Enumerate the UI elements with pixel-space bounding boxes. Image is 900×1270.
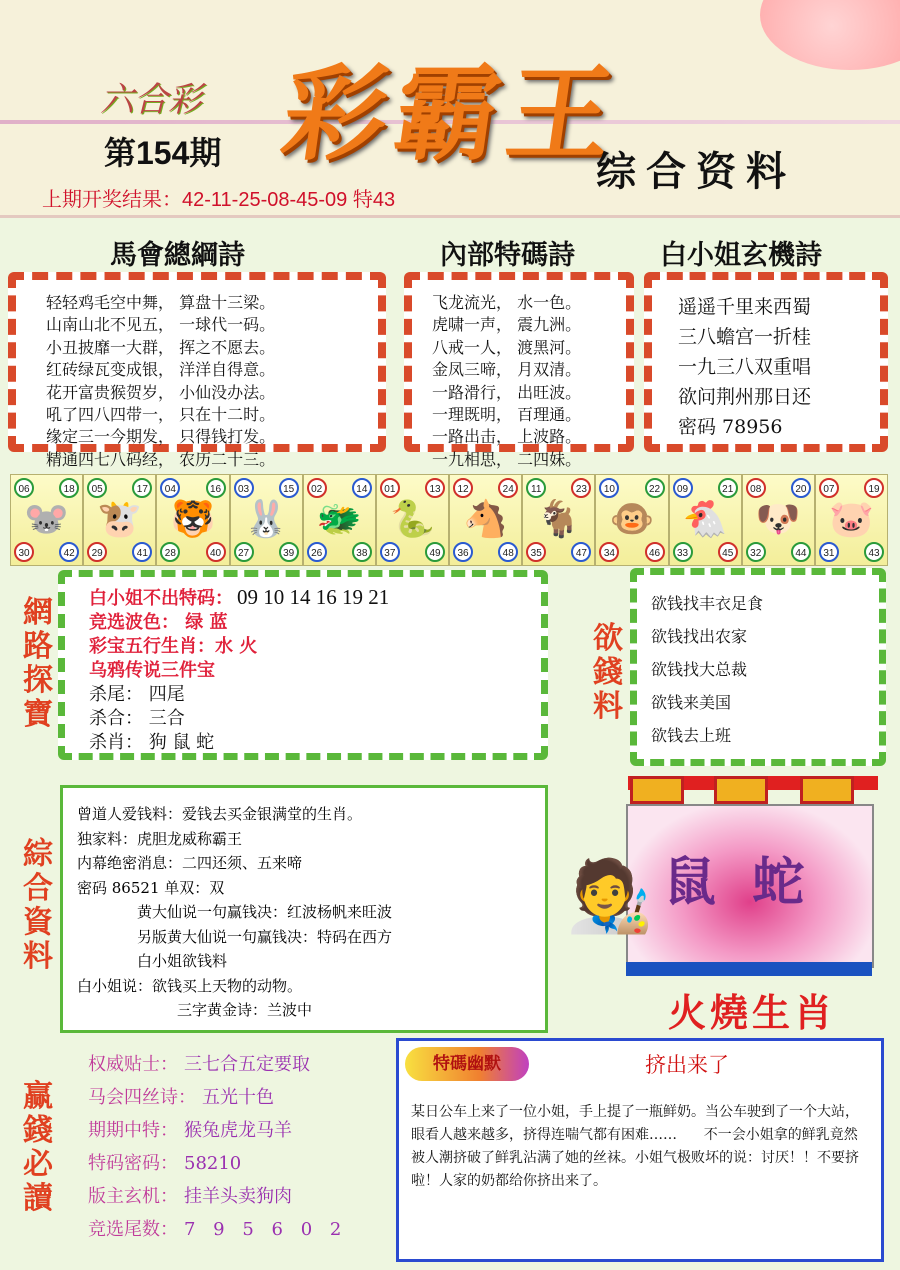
win-label-char: 必 xyxy=(23,1147,53,1182)
win-value: 58210 xyxy=(184,1153,242,1174)
money-box xyxy=(630,568,886,766)
number-ball: 22 xyxy=(645,478,665,498)
poem-line: 缘定三一今期发， 只得钱打发。 xyxy=(46,427,276,447)
poem-box-bai xyxy=(644,272,888,452)
joke-box xyxy=(396,1038,884,1262)
win-key: 期期中特： xyxy=(88,1120,178,1141)
win-key: 竞选尾数： xyxy=(88,1219,178,1240)
number-ball: 40 xyxy=(206,542,226,562)
network-label-char: 寶 xyxy=(23,697,53,732)
number-ball: 44 xyxy=(791,542,811,562)
billboard-lamp xyxy=(800,776,854,804)
logo-title: 彩霸王 xyxy=(275,52,629,175)
poem-line: 一理既明， 百理通。 xyxy=(432,405,582,425)
number-ball: 43 xyxy=(864,542,884,562)
kill-combo: 杀合： 三合 xyxy=(89,708,185,729)
money-item: 欲钱找大总裁 xyxy=(651,660,748,679)
number-ball: 45 xyxy=(718,542,738,562)
network-label-char: 網 xyxy=(23,595,53,630)
no-special-values: 09 10 14 16 19 21 xyxy=(237,585,390,609)
poem-line: 八戒一人， 渡黑河。 xyxy=(432,337,582,357)
number-ball: 33 xyxy=(673,542,693,562)
money-label-char: 錢 xyxy=(593,655,623,690)
joke-body: 某日公车上来了一位小姐，手上提了一瓶鲜奶。当公车驶到了一个大站，眼看人越来越多，挤得连喘气都有困难…… 不一会小姐拿的鲜乳竟然被人潮挤破了鲜乳沾满了她的丝袜。小姐气极败坏的说：讨厌！！不要挤啦！人家的奶都给你挤出来了。 xyxy=(411,1104,859,1189)
zodiac-animal-icon: 🐐 xyxy=(536,499,582,540)
money-item: 欲钱来美国 xyxy=(651,693,732,712)
zodiac-animal-icon: 🐮 xyxy=(97,499,143,540)
number-ball: 16 xyxy=(206,478,226,498)
number-ball: 42 xyxy=(59,542,79,562)
zodiac-cell xyxy=(230,474,303,566)
win-label-char: 赢 xyxy=(23,1079,53,1114)
poem-line: 遥遥千里来西蜀 xyxy=(678,296,812,318)
number-ball: 13 xyxy=(425,478,445,498)
number-ball: 08 xyxy=(746,478,766,498)
zodiac-strip xyxy=(10,474,888,566)
poem-line: 花开富贵猴贺岁， 小仙没办法。 xyxy=(46,382,276,402)
poem-line: 密码 78956 xyxy=(678,416,783,438)
win-value: 三七合五定要取 xyxy=(184,1054,310,1075)
zodiac-cell xyxy=(815,474,888,566)
billboard-base xyxy=(626,962,872,976)
zodiac-cell xyxy=(10,474,83,566)
poem-box-internal xyxy=(404,272,634,469)
number-ball: 21 xyxy=(718,478,738,498)
number-ball: 24 xyxy=(498,478,518,498)
network-label xyxy=(20,596,56,732)
number-ball: 20 xyxy=(791,478,811,498)
joke-title: 挤出来了 xyxy=(645,1053,729,1077)
number-ball: 26 xyxy=(307,542,327,562)
poem-line: 飞龙流光， 水一色。 xyxy=(432,293,582,312)
poem-line: 轻轻鸡毛空中舞， 算盘十三梁。 xyxy=(46,293,276,312)
zodiac-animal-icon: 🐰 xyxy=(243,499,289,540)
win-value: 猴兔虎龙马羊 xyxy=(184,1120,292,1141)
zonghe-box xyxy=(60,785,548,1033)
billboard-caption: 火燒生肖 xyxy=(668,990,837,1035)
zodiac-cell xyxy=(595,474,668,566)
number-ball: 10 xyxy=(599,478,619,498)
number-ball: 41 xyxy=(132,542,152,562)
poem-line: 金凤三啼， 月双清。 xyxy=(432,360,582,380)
zodiac-cell xyxy=(522,474,595,566)
brand-small: 六合彩 xyxy=(100,80,202,120)
number-ball: 31 xyxy=(819,542,839,562)
crow-legend: 乌鸦传说三件宝 xyxy=(89,660,215,681)
poem-line: 一九相思， 二四妹。 xyxy=(432,449,582,469)
zodiac-animal-icon: 🐔 xyxy=(682,499,728,540)
number-ball: 06 xyxy=(14,478,34,498)
win-value: 挂羊头卖狗肉 xyxy=(184,1186,292,1207)
win-list xyxy=(88,1048,388,1246)
five-elements: 彩宝五行生肖：水 火 xyxy=(89,636,258,657)
poem-line: 红砖绿瓦变成银， 洋洋自得意。 xyxy=(46,360,276,380)
money-item: 欲钱找出农家 xyxy=(651,627,748,646)
kill-zodiac: 杀肖： 狗 鼠 蛇 xyxy=(89,732,215,753)
zonghe-label-char: 料 xyxy=(23,939,53,974)
money-label xyxy=(590,622,626,724)
number-ball: 34 xyxy=(599,542,619,562)
money-item: 欲钱去上班 xyxy=(651,726,732,745)
number-ball: 47 xyxy=(571,542,591,562)
money-item: 欲钱找丰衣足食 xyxy=(651,594,764,613)
zodiac-animal-icon: 🐴 xyxy=(463,499,509,540)
network-label-char: 探 xyxy=(23,663,53,698)
zodiac-animal-icon: 🐲 xyxy=(316,499,362,540)
number-ball: 29 xyxy=(87,542,107,562)
number-ball: 03 xyxy=(234,478,254,498)
number-ball: 17 xyxy=(132,478,152,498)
number-ball: 49 xyxy=(425,542,445,562)
win-key: 特码密码： xyxy=(88,1153,178,1174)
win-key: 版主玄机： xyxy=(88,1186,178,1207)
poem-line: 虎啸一声， 震九洲。 xyxy=(432,315,582,335)
number-ball: 12 xyxy=(453,478,473,498)
money-label-char: 欲 xyxy=(593,621,623,656)
zonghe-label-char: 綜 xyxy=(23,837,53,872)
number-ball: 09 xyxy=(673,478,693,498)
poem-line: 一路滑行， 出旺波。 xyxy=(432,382,582,402)
poem-line: 小丑披靡一大群， 挥之不愿去。 xyxy=(46,337,276,357)
joke-badge: 特碼幽默 xyxy=(405,1047,529,1081)
number-ball: 46 xyxy=(645,542,665,562)
number-ball: 28 xyxy=(160,542,180,562)
number-ball: 14 xyxy=(352,478,372,498)
wave-color: 竞选波色： 绿 蓝 xyxy=(89,612,228,633)
number-ball: 11 xyxy=(526,478,546,498)
win-label xyxy=(20,1080,56,1216)
number-ball: 36 xyxy=(453,542,473,562)
subtitle: 综合资料 xyxy=(596,148,796,195)
zonghe-line: 白小姐欲钱料 xyxy=(137,952,228,970)
number-ball: 32 xyxy=(746,542,766,562)
number-ball: 07 xyxy=(819,478,839,498)
number-ball: 01 xyxy=(380,478,400,498)
win-value: 7 9 5 6 0 2 xyxy=(184,1219,348,1240)
number-ball: 18 xyxy=(59,478,79,498)
number-ball: 35 xyxy=(526,542,546,562)
zonghe-line: 内幕绝密消息：二四还须、五来啼 xyxy=(77,854,303,872)
number-ball: 04 xyxy=(160,478,180,498)
no-special-label: 白小姐不出特码： xyxy=(89,588,233,609)
poem-line: 山南山北不见五， 一球代一码。 xyxy=(46,315,276,335)
zodiac-cell xyxy=(303,474,376,566)
zodiac-animal-icon: 🐵 xyxy=(609,499,655,540)
number-ball: 23 xyxy=(571,478,591,498)
zodiac-animal-icon: 🐭 xyxy=(24,499,69,540)
network-box xyxy=(58,570,548,760)
number-ball: 19 xyxy=(864,478,884,498)
number-ball: 37 xyxy=(380,542,400,562)
zodiac-cell xyxy=(669,474,742,566)
zonghe-line: 黄大仙说一句赢钱决：红波杨帆来旺波 xyxy=(137,903,393,921)
billboard-text: 鼠 蛇 xyxy=(664,852,805,913)
number-ball: 15 xyxy=(279,478,299,498)
money-label-char: 料 xyxy=(593,689,623,724)
zodiac-animal-icon: 🐍 xyxy=(390,499,435,540)
zonghe-line: 另版黄大仙说一句赢钱决：特码在西方 xyxy=(137,927,393,946)
poem-line: 一路出击， 上波路。 xyxy=(432,427,582,447)
title-horse-poem: 馬會總綱詩 xyxy=(110,240,245,271)
win-key: 权威贴士： xyxy=(88,1054,178,1075)
win-value: 五光十色 xyxy=(202,1087,274,1108)
number-ball: 05 xyxy=(87,478,107,498)
poem-line: 一九三八双重唱 xyxy=(678,356,812,378)
number-ball: 30 xyxy=(14,542,34,562)
last-result: 上期开奖结果：42-11-25-08-45-09 特43 xyxy=(42,189,396,211)
number-ball: 27 xyxy=(234,542,254,562)
poem-box-horse xyxy=(8,272,386,469)
zonghe-label-char: 合 xyxy=(23,871,53,906)
zodiac-cell xyxy=(449,474,522,566)
zonghe-line: 白小姐说：欲钱买上天物的动物。 xyxy=(77,976,303,995)
billboard-lamp xyxy=(630,776,684,804)
issue-number: 第154期 xyxy=(104,135,222,171)
win-label-char: 錢 xyxy=(23,1113,53,1148)
poem-line: 三八蟾宫一折桂 xyxy=(678,326,812,348)
win-label-char: 讀 xyxy=(23,1181,53,1216)
zonghe-line: 曾道人爱钱料：爱钱去买金银满堂的生肖。 xyxy=(77,805,363,823)
zonghe-line: 密码 86521 单双：双 xyxy=(77,878,225,897)
number-ball: 02 xyxy=(307,478,327,498)
zonghe-line: 三字黄金诗：兰波中 xyxy=(177,1001,313,1019)
title-bai-poem: 白小姐玄機詩 xyxy=(660,240,822,271)
kill-tail: 杀尾： 四尾 xyxy=(89,684,185,705)
poem-line: 吼了四八四带一， 只在十二时。 xyxy=(46,405,276,425)
zodiac-cell xyxy=(83,474,156,566)
zodiac-animal-icon: 🐶 xyxy=(755,499,801,540)
zodiac-cell xyxy=(156,474,229,566)
number-ball: 38 xyxy=(352,542,372,562)
zonghe-label xyxy=(20,838,56,974)
network-label-char: 路 xyxy=(23,629,53,664)
painter-icon: 🧑‍🎨 xyxy=(566,855,654,937)
zodiac-cell xyxy=(376,474,449,566)
poem-line: 精通四七八码经， 农历二十三。 xyxy=(46,449,276,469)
number-ball: 48 xyxy=(498,542,518,562)
zodiac-cell xyxy=(742,474,815,566)
billboard-lamp xyxy=(714,776,768,804)
win-key: 马会四丝诗： xyxy=(88,1087,196,1108)
zonghe-line: 独家料：虎胆龙威称霸王 xyxy=(77,829,243,848)
poem-line: 欲问荆州那日还 xyxy=(678,386,812,408)
title-internal-poem: 內部特碼詩 xyxy=(440,240,575,271)
zodiac-animal-icon: 🐯 xyxy=(170,499,216,540)
number-ball: 39 xyxy=(279,542,299,562)
zodiac-animal-icon: 🐷 xyxy=(829,499,874,540)
zonghe-label-char: 資 xyxy=(23,905,53,940)
